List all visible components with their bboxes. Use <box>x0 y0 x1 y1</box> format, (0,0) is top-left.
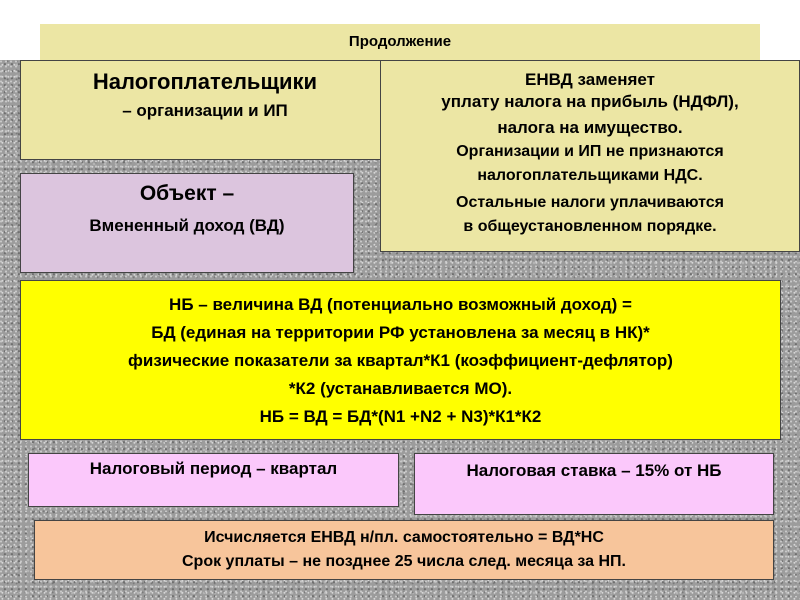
envd-line: Остальные налоги уплачиваются <box>456 194 724 211</box>
tax-base-formula: НБ = ВД = БД*(N1 +N2 + N3)*К1*К2 <box>259 407 542 426</box>
tax-base-line: *К2 (устанавливается МО). <box>288 379 513 398</box>
continuation-title: Продолжение <box>348 33 452 50</box>
taxpayers-box <box>20 60 390 160</box>
tax-base-line: БД (единая на территории РФ установлена за месяц в НК)* <box>151 323 650 342</box>
tax-rate-text: Налоговая ставка – 15% от НБ <box>466 461 722 480</box>
envd-line: налогоплательщиками НДС. <box>477 167 703 184</box>
object-subtitle: Вмененный доход (ВД) <box>89 216 285 235</box>
tax-base-box <box>20 280 781 440</box>
envd-line: налога на имущество. <box>497 118 683 137</box>
envd-line: в общеустановленном порядке. <box>463 218 717 235</box>
tax-base-line: НБ – величина ВД (потенциально возможный доход) = <box>169 295 632 314</box>
envd-line: ЕНВД заменяет <box>525 70 655 89</box>
taxpayers-title: Налогоплательщики <box>92 69 318 94</box>
taxpayers-subtitle: – организации и ИП <box>122 101 288 120</box>
object-box <box>20 173 354 273</box>
tax-period-box <box>28 453 399 507</box>
tax-period-text: Налоговый период – квартал <box>89 459 338 478</box>
envd-box <box>380 60 800 252</box>
calculation-box <box>34 520 774 580</box>
object-title: Объект – <box>139 182 235 205</box>
payment-deadline-line: Срок уплаты – не позднее 25 числа след. месяца за НП. <box>181 553 626 570</box>
tax-base-line: физические показатели за квартал*К1 (коэффициент-дефлятор) <box>128 351 673 370</box>
tax-rate-box <box>414 453 774 515</box>
envd-line: Организации и ИП не признаются <box>456 143 724 160</box>
envd-line: уплату налога на прибыль (НДФЛ), <box>441 92 739 111</box>
calculation-line: Исчисляется ЕНВД н/пл. самостоятельно = ВД*НС <box>204 529 604 546</box>
continuation-header <box>40 24 760 60</box>
